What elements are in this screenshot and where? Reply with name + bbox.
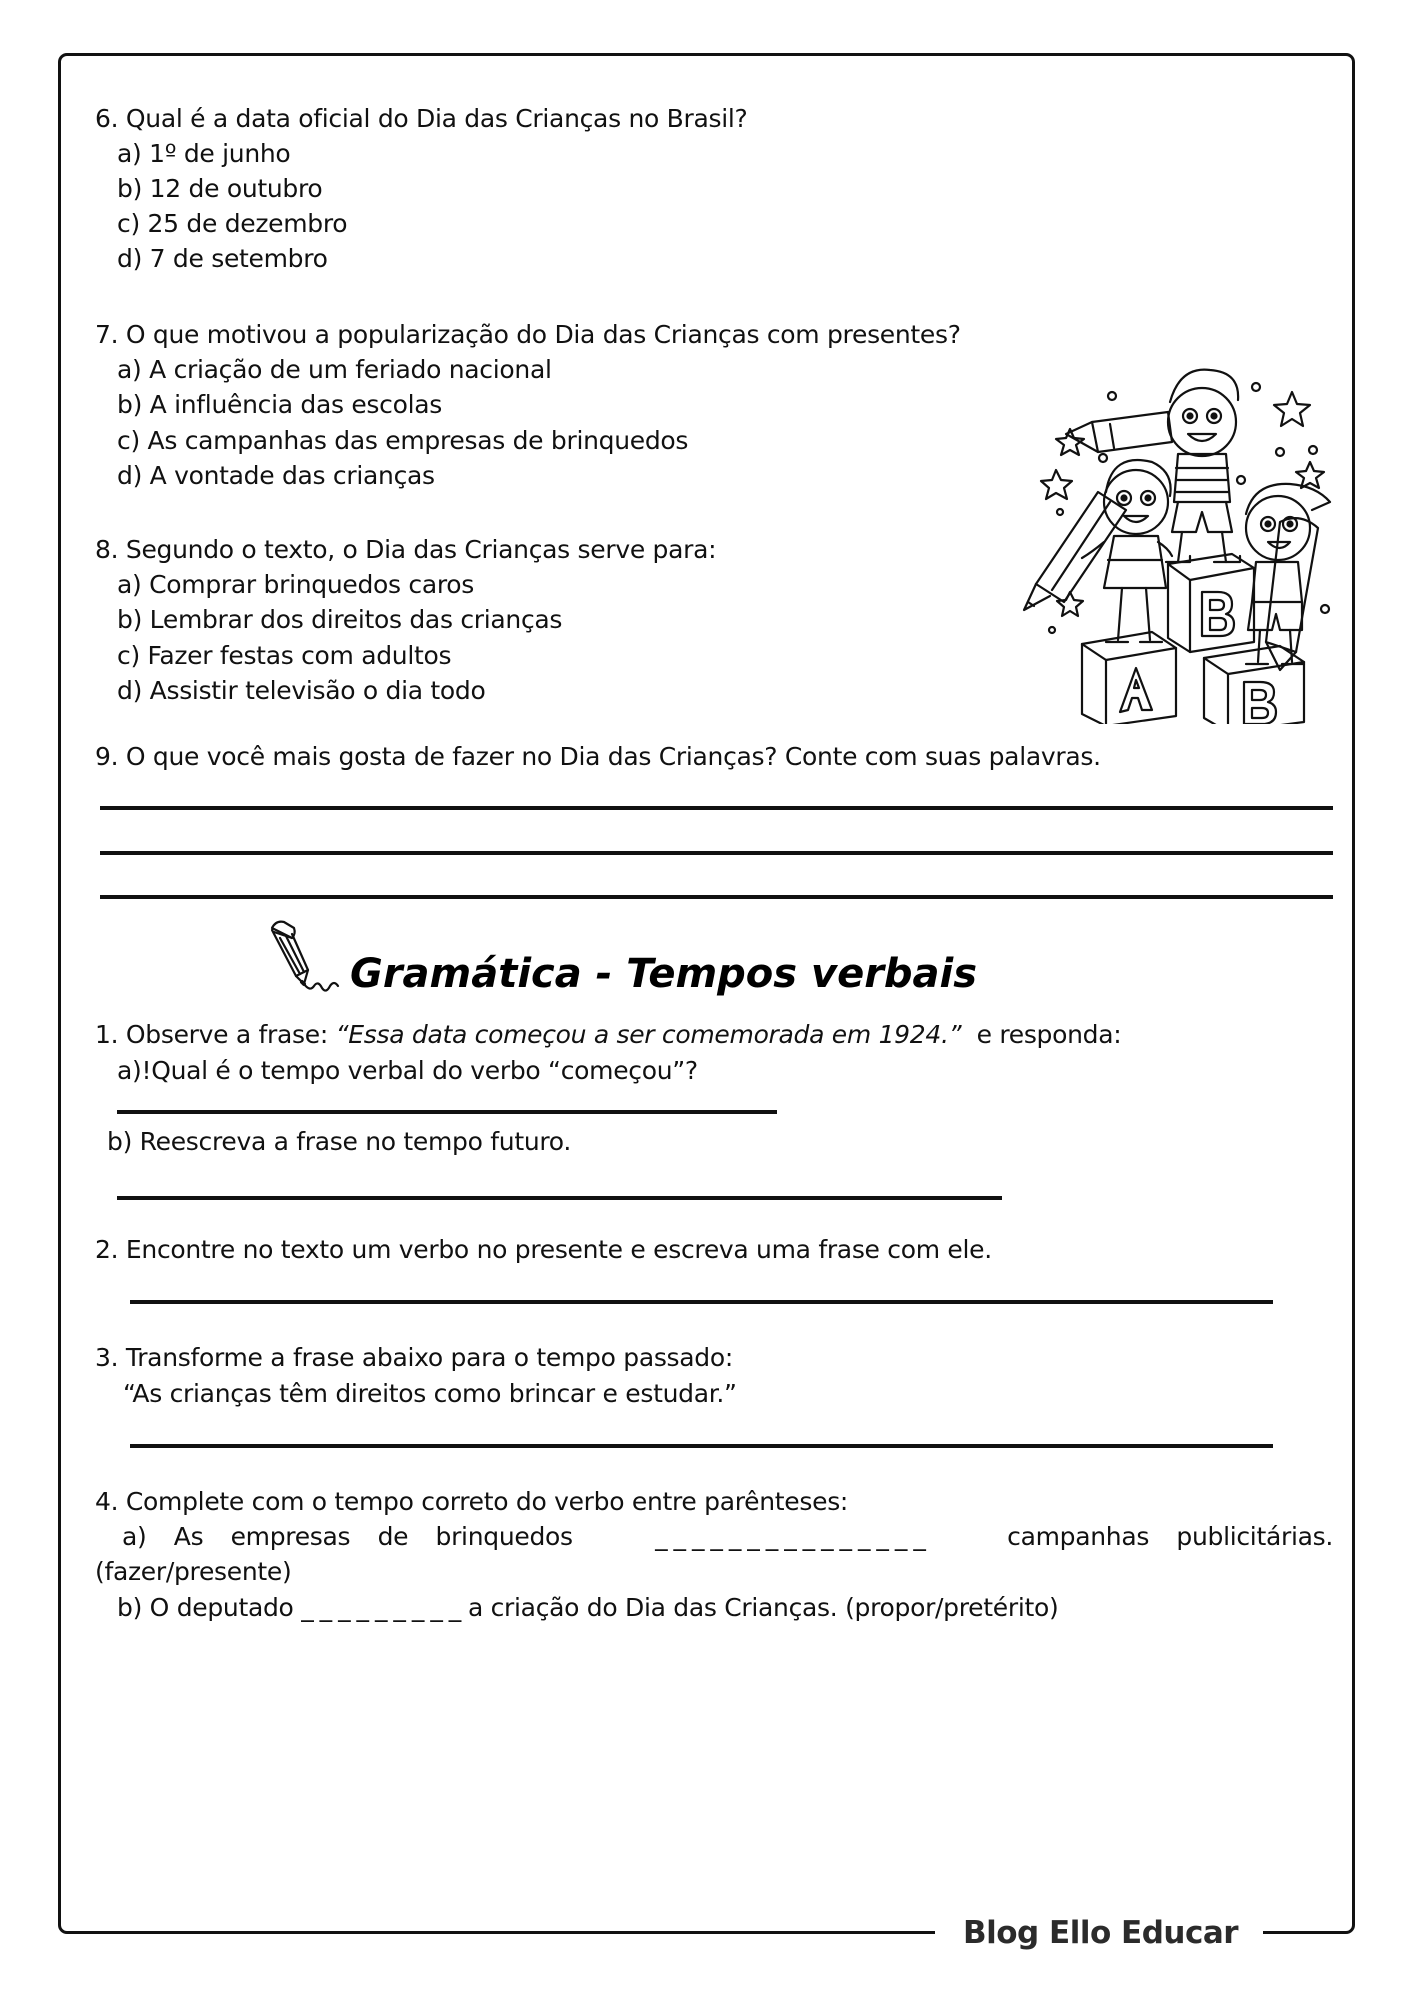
grammar-q3-sentence: “As crianças têm direitos como brincar e estudar.” (123, 1379, 737, 1408)
answer-line-q9-2[interactable] (100, 851, 1333, 855)
question-7-option-c: c) As campanhas das empresas de brinquedos (117, 426, 689, 455)
answer-line-q9-3[interactable] (100, 895, 1333, 899)
grammar-q4-item-a (95, 1520, 1333, 1554)
answer-line-grammar-q1b[interactable] (117, 1196, 1002, 1200)
question-8-option-b: b) Lembrar dos direitos das crianças (117, 605, 563, 634)
grammar-question-2: 2. Encontre no texto um verbo no presente e escreva uma frase com ele. (95, 1235, 992, 1264)
question-7-option-d: d) A vontade das crianças (117, 461, 435, 490)
grammar-q1-suffix: e responda: (961, 1020, 1122, 1049)
question-8: 8. Segundo o texto, o Dia das Crianças serve para: (95, 535, 717, 564)
question-6: 6. Qual é a data oficial do Dia das Crianças no Brasil? (95, 104, 748, 133)
question-6-option-d: d) 7 de setembro (117, 244, 328, 273)
grammar-q4-item-b (95, 1591, 1058, 1625)
question-8-option-a: a) Comprar brinquedos caros (117, 570, 475, 599)
question-6-option-b: b) 12 de outubro (117, 174, 323, 203)
question-8-option-c: c) Fazer festas com adultos (117, 641, 452, 670)
answer-line-grammar-q2[interactable] (130, 1300, 1273, 1304)
question-9: 9. O que você mais gosta de fazer no Dia das Crianças? Conte com suas palavras. (95, 742, 1101, 771)
grammar-q1-quote: “Essa data começou a ser comemorada em 1924.” (335, 1020, 962, 1049)
question-7-option-b: b) A influência das escolas (117, 390, 442, 419)
grammar-q4a-blank[interactable]: _ _ _ _ _ _ _ _ _ _ _ _ _ _ _ (655, 1522, 925, 1551)
grammar-question-3: 3. Transforme a frase abaixo para o tempo passado: (95, 1343, 733, 1372)
grammar-q1-sub-a: a)!Qual é o tempo verbal do verbo “começou”? (117, 1056, 698, 1085)
section-title-grammar: Gramática - Tempos verbais (350, 951, 978, 997)
children-on-blocks-illustration (1018, 352, 1334, 724)
question-7-option-a: a) A criação de um feriado nacional (117, 355, 552, 384)
grammar-q1-prefix: 1. Observe a frase: (95, 1020, 336, 1049)
answer-line-grammar-q1a[interactable] (117, 1110, 777, 1114)
block-b-top (1168, 554, 1254, 652)
grammar-q4b-end: a criação do Dia das Crianças. (propor/pretérito) (467, 1593, 1059, 1622)
grammar-q4b-start: b) O deputado (117, 1593, 294, 1622)
block-b-right (1204, 646, 1304, 724)
question-6-option-c: c) 25 de dezembro (117, 209, 348, 238)
grammar-q4a-start: a) As empresas de brinquedos (122, 1522, 573, 1551)
question-6-option-a: a) 1º de junho (117, 139, 291, 168)
grammar-question-4: 4. Complete com o tempo correto do verbo entre parênteses: (95, 1487, 849, 1516)
question-7: 7. O que motivou a popularização do Dia das Crianças com presentes? (95, 320, 961, 349)
grammar-q4a-end: campanhas publicitárias. (1007, 1522, 1333, 1551)
grammar-q4a-hint: (fazer/presente) (95, 1557, 292, 1586)
grammar-q4b-blank[interactable]: _ _ _ _ _ _ _ _ _ (301, 1593, 461, 1622)
pencil-icon (266, 918, 350, 996)
footer-brand: Blog Ello Educar (963, 1915, 1239, 1951)
grammar-question-1 (95, 1018, 1121, 1052)
block-a (1082, 632, 1176, 724)
question-8-option-d: d) Assistir televisão o dia todo (117, 676, 486, 705)
grammar-q1-sub-b: b) Reescreva a frase no tempo futuro. (107, 1127, 571, 1156)
answer-line-grammar-q3[interactable] (130, 1444, 1273, 1448)
answer-line-q9-1[interactable] (100, 806, 1333, 810)
